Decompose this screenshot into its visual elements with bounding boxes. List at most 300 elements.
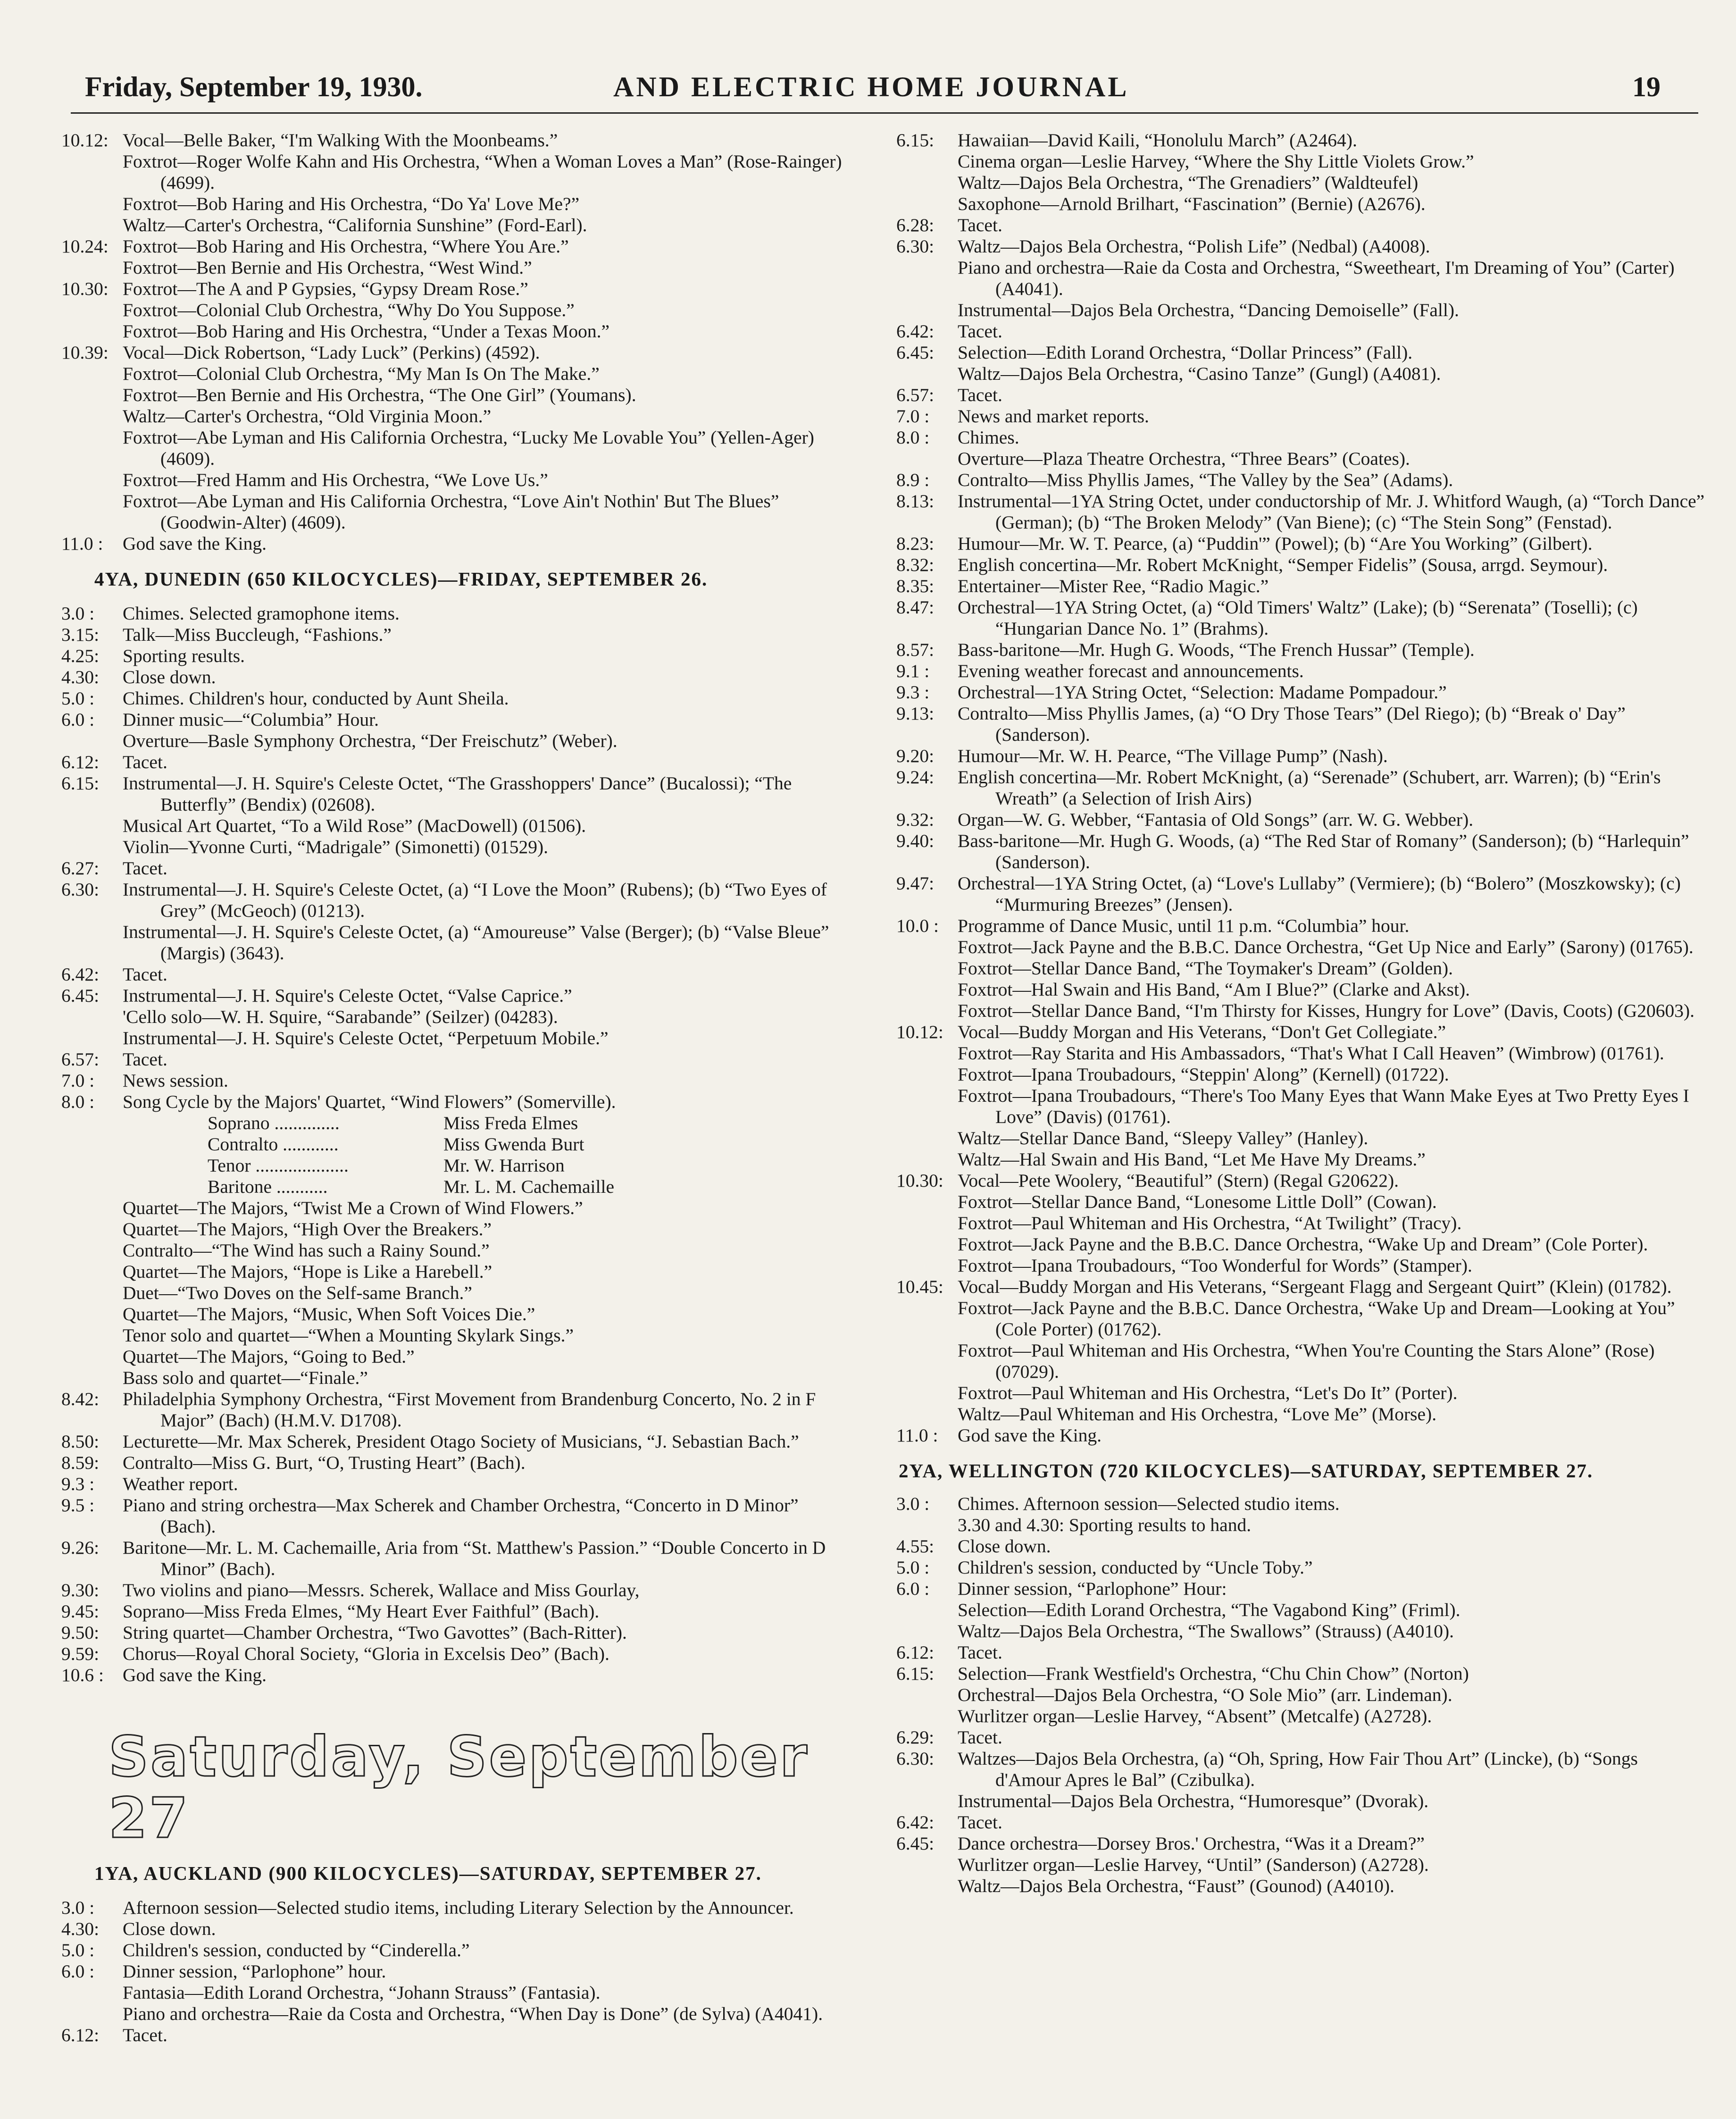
entry-time: 8.13:: [896, 491, 935, 511]
program-entry: [61, 603, 844, 624]
entry-line: Waltz—Paul Whiteman and His Orchestra, “Love Me” (Morse).: [958, 1404, 1437, 1424]
entry-time: 10.39:: [61, 342, 108, 363]
entry-line: Quartet—The Majors, “Hope is Like a Harebell.”: [123, 1261, 492, 1282]
program-entry: [896, 469, 1708, 491]
entry-body: [123, 879, 844, 964]
entry-line: Contralto—Miss Phyllis James, (a) “O Dry Those Tears” (Del Riego); (b) “Break o' Day” (Sanderson).: [958, 703, 1626, 745]
entry-body: [123, 1431, 844, 1452]
entry-line: Tacet.: [123, 2025, 167, 2045]
program-entry: [896, 597, 1708, 639]
entry-body: [123, 1537, 844, 1580]
entry-line: Piano and string orchestra—Max Scherek and Chamber Orchestra, “Concerto in D Minor” (Bach).: [123, 1495, 799, 1537]
station-heading-1ya: 1YA, AUCKLAND (900 KILOCYCLES)—SATURDAY, SEPTEMBER 27.: [94, 1862, 762, 1884]
entry-time: 8.42:: [61, 1389, 100, 1409]
program-entry: [896, 915, 1708, 1022]
entry-line: Tacet.: [958, 321, 1002, 342]
entry-line: Soprano—Miss Freda Elmes, “My Heart Ever Faithful” (Bach).: [123, 1601, 600, 1622]
program-entry: [896, 809, 1708, 830]
entry-body: [958, 130, 1708, 215]
entry-body: [123, 964, 844, 985]
entry-time: 6.29:: [896, 1727, 935, 1748]
program-entry: [61, 1091, 844, 1113]
entry-time: 6.0 :: [61, 709, 95, 730]
program-entry: [896, 342, 1708, 385]
entry-line: Violin—Yvonne Curti, “Madrigale” (Simonetti) (01529).: [123, 837, 549, 857]
entry-time: 9.20:: [896, 745, 935, 766]
entry-time: 6.45:: [896, 342, 935, 363]
entry-line: Waltz—Dajos Bela Orchestra, “Polish Life” (Nedbal) (A4008).: [958, 236, 1430, 257]
entry-line: Piano and orchestra—Raie da Costa and Orchestra, “Sweetheart, I'm Dreaming of You” (Carter) (A4041).: [958, 257, 1675, 299]
program-entry: [61, 1431, 844, 1452]
entry-line: News and market reports.: [958, 406, 1149, 427]
program-entry: [61, 688, 844, 709]
entry-time: 10.30:: [61, 278, 108, 299]
program-entry: [61, 1049, 844, 1070]
cast-row: [208, 1134, 844, 1155]
right-column: [896, 130, 1708, 1897]
entry-line: Quartet—The Majors, “Twist Me a Crown of Wind Flowers.”: [123, 1198, 583, 1218]
entry-time: 6.28:: [896, 215, 935, 235]
cast-role: Contralto ............: [208, 1134, 339, 1155]
program-entry: [61, 667, 844, 688]
program-entry: [896, 1748, 1708, 1812]
entry-time: 6.57:: [61, 1049, 100, 1070]
program-entry: [896, 1170, 1708, 1276]
program-entry: [61, 964, 844, 985]
entry-line: Orchestral—1YA String Octet, “Selection: Madame Pompadour.”: [958, 682, 1447, 703]
entry-line: Vocal—Buddy Morgan and His Veterans, “Don't Get Collegiate.”: [958, 1022, 1446, 1042]
entry-body: [958, 491, 1708, 533]
program-entry: [61, 1622, 844, 1643]
program-entry: [61, 624, 844, 645]
entry-line: Foxtrot—Paul Whiteman and His Orchestra, “Let's Do It” (Porter).: [958, 1382, 1458, 1403]
entry-time: 4.30:: [61, 1918, 100, 1939]
entry-line: Musical Art Quartet, “To a Wild Rose” (MacDowell) (01506).: [123, 815, 586, 836]
entry-body: [123, 1918, 844, 1940]
entry-line: God save the King.: [958, 1425, 1102, 1446]
cast-role: Baritone ...........: [208, 1176, 328, 1197]
program-list: [61, 130, 844, 554]
entry-line: Bass solo and quartet—“Finale.”: [123, 1367, 368, 1388]
entry-line: Orchestral—Dajos Bela Orchestra, “O Sole Mio” (arr. Lindeman).: [958, 1684, 1452, 1705]
entry-time: 8.47:: [896, 597, 935, 618]
entry-line: Foxtrot—Hal Swain and His Band, “Am I Blue?” (Clarke and Akst).: [958, 979, 1470, 1000]
entry-line: Contralto—“The Wind has such a Rainy Sound.”: [123, 1240, 490, 1261]
program-list: [896, 1493, 1708, 1897]
cast-singer: Miss Gwenda Burt: [443, 1134, 584, 1155]
entry-body: [958, 576, 1708, 597]
entry-time: 6.42:: [61, 964, 100, 985]
entry-line: Programme of Dance Music, until 11 p.m. “Columbia” hour.: [958, 915, 1410, 936]
program-entry: [896, 1557, 1708, 1578]
entry-time: 6.12:: [896, 1642, 935, 1663]
entry-time: 7.0 :: [61, 1070, 95, 1091]
entry-body: [123, 1601, 844, 1622]
cast-row: [208, 1155, 844, 1176]
program-entry: [896, 873, 1708, 915]
entry-line: Piano and orchestra—Raie da Costa and Orchestra, “When Day is Done” (de Sylva) (A4041).: [123, 2003, 823, 2024]
cast-singer: Mr. W. Harrison: [443, 1155, 565, 1176]
entry-line: Vocal—Belle Baker, “I'm Walking With the Moonbeams.”: [123, 130, 558, 151]
entry-time: 6.12:: [61, 2025, 100, 2045]
entry-time: 6.0 :: [61, 1961, 95, 1982]
entry-body: [958, 915, 1708, 1022]
entry-time: 6.30:: [896, 1748, 935, 1769]
entry-time: 3.0 :: [61, 1897, 95, 1918]
entry-line: Children's session, conducted by “Uncle Toby.”: [958, 1557, 1313, 1578]
program-entry: [61, 1452, 844, 1474]
entry-line: Entertainer—Mister Ree, “Radio Magic.”: [958, 576, 1269, 596]
entry-line: Waltz—Stellar Dance Band, “Sleepy Valley” (Hanley).: [958, 1128, 1369, 1148]
entry-body: [123, 645, 844, 667]
entry-time: 6.15:: [896, 1663, 935, 1684]
entry-line: Overture—Basle Symphony Orchestra, “Der Freischutz” (Weber).: [123, 730, 618, 751]
entry-time: 6.27:: [61, 858, 100, 879]
entry-time: 9.45:: [61, 1601, 100, 1622]
entry-body: [123, 752, 844, 773]
program-entry: [896, 1022, 1708, 1170]
entry-line: Tacet.: [958, 1727, 1002, 1748]
program-entry: [61, 1918, 844, 1940]
cast-row: [208, 1113, 844, 1134]
program-entry: [61, 236, 844, 278]
entry-line: Foxtrot—Paul Whiteman and His Orchestra, “When You're Counting the Stars Alone” (Rose) (07029).: [958, 1340, 1655, 1382]
program-entry: [896, 1276, 1708, 1425]
cast-singer: Mr. L. M. Cachemaille: [443, 1176, 614, 1197]
entry-line: Foxtrot—Colonial Club Orchestra, “My Man Is On The Make.”: [123, 363, 600, 384]
entry-line: Chorus—Royal Choral Society, “Gloria in Excelsis Deo” (Bach).: [123, 1643, 609, 1664]
entry-line: God save the King.: [123, 533, 267, 554]
program-list: [896, 130, 1708, 1446]
entry-line: Instrumental—J. H. Squire's Celeste Octet, “The Grasshoppers' Dance” (Bucalossi); “The Butterfly” (Bendix) (02608).: [123, 773, 792, 815]
entry-time: 3.0 :: [896, 1493, 930, 1514]
entry-line: Waltz—Hal Swain and His Band, “Let Me Have My Dreams.”: [958, 1149, 1426, 1170]
program-entry: [61, 1601, 844, 1622]
entry-time: 6.15:: [896, 130, 935, 151]
entry-line: Selection—Edith Lorand Orchestra, “Dollar Princess” (Fall).: [958, 342, 1413, 363]
entry-line: Foxtrot—Colonial Club Orchestra, “Why Do You Suppose.”: [123, 300, 575, 320]
entry-body: [123, 624, 844, 645]
program-entry: [896, 682, 1708, 703]
entry-time: 10.45:: [896, 1276, 943, 1297]
program-entry: [61, 1474, 844, 1495]
program-entry: [896, 1578, 1708, 1642]
entry-line: 3.30 and 4.30: Sporting results to hand.: [958, 1515, 1252, 1535]
entry-line: Selection—Edith Lorand Orchestra, “The Vagabond King” (Friml).: [958, 1600, 1461, 1620]
entry-line: Foxtrot—Jack Payne and the B.B.C. Dance Orchestra, “Get Up Nice and Early” (Sarony) (01765).: [958, 937, 1694, 957]
cast-role: Tenor ....................: [208, 1155, 349, 1176]
entry-line: Instrumental—1YA String Octet, under conductorship of Mr. J. Whitford Waugh, (a) “Torch Dance” (German); (b) “The Broken Melody” (Van Biene); (c) “The Stein Song” (Fenstad).: [958, 491, 1705, 533]
entry-body: [958, 406, 1708, 427]
entry-line: Children's session, conducted by “Cinderella.”: [123, 1940, 470, 1960]
entry-line: Dinner music—“Columbia” Hour.: [123, 709, 379, 730]
entry-body: [123, 236, 844, 278]
entry-body: [958, 427, 1708, 469]
entry-body: [958, 1493, 1708, 1515]
cast-role: Soprano ..............: [208, 1113, 340, 1133]
entry-line: Foxtrot—Stellar Dance Band, “Lonesome Little Doll” (Cowan).: [958, 1191, 1437, 1212]
program-entry: [896, 1642, 1708, 1663]
entry-line: Tacet.: [958, 1812, 1002, 1833]
entry-line: Wurlitzer organ—Leslie Harvey, “Absent” (Metcalfe) (A2728).: [958, 1706, 1432, 1726]
program-entry: [896, 1663, 1708, 1727]
entry-time: 9.1 :: [896, 661, 930, 681]
entry-time: 6.42:: [896, 321, 935, 342]
entry-time: 8.0 :: [61, 1091, 95, 1112]
entry-line: Foxtrot—Fred Hamm and His Orchestra, “We Love Us.”: [123, 469, 548, 490]
entry-time: 9.24:: [896, 767, 935, 787]
entry-line: Tacet.: [123, 858, 167, 879]
entry-line: Tacet.: [958, 1642, 1002, 1663]
entry-body: [958, 385, 1708, 406]
entry-time: 8.59:: [61, 1452, 100, 1473]
entry-time: 4.25:: [61, 645, 100, 666]
entry-line: Waltz—Carter's Orchestra, “California Sunshine” (Ford-Earl).: [123, 215, 587, 235]
entry-time: 6.42:: [896, 1812, 935, 1833]
program-entry: [61, 1940, 844, 1961]
entry-body: [958, 1425, 1708, 1446]
entry-line: Philadelphia Symphony Orchestra, “First Movement from Brandenburg Concerto, No. 2 in F Major” (Bach) (H.M.V. D1708).: [123, 1389, 816, 1431]
entry-body: [123, 1897, 844, 1918]
program-entry: [61, 2025, 844, 2046]
entry-line: Contralto—Miss Phyllis James, “The Valley by the Sea” (Adams).: [958, 469, 1453, 490]
entry-line: Chimes.: [958, 427, 1019, 448]
entry-line: Waltz—Dajos Bela Orchestra, “The Swallows” (Strauss) (A4010).: [958, 1621, 1454, 1642]
entry-body: [123, 1474, 844, 1495]
entry-line: Foxtrot—Jack Payne and the B.B.C. Dance Orchestra, “Wake Up and Dream” (Cole Porter).: [958, 1234, 1648, 1255]
program-entry: [896, 215, 1708, 236]
entry-line: Waltz—Carter's Orchestra, “Old Virginia Moon.”: [123, 406, 492, 427]
entry-line: Duet—“Two Doves on the Self-same Branch.”: [123, 1282, 472, 1303]
entry-body: [958, 873, 1708, 915]
entry-time: 5.0 :: [896, 1557, 930, 1578]
page-number: 19: [1632, 71, 1661, 102]
entry-line: Instrumental—J. H. Squire's Celeste Octet, “Perpetuum Mobile.”: [123, 1028, 609, 1048]
entry-body: [958, 682, 1708, 703]
program-entry: [61, 858, 844, 879]
entry-time: 10.0 :: [896, 915, 939, 936]
entry-body: [958, 1170, 1708, 1276]
entry-line: Instrumental—Dajos Bela Orchestra, “Humoresque” (Dvorak).: [958, 1791, 1429, 1811]
entry-time: 9.47:: [896, 873, 935, 894]
entry-time: 3.0 :: [61, 603, 95, 624]
entry-time: 9.30:: [61, 1580, 100, 1600]
program-entry: [61, 1495, 844, 1537]
entry-time: 9.3 :: [896, 682, 930, 703]
entry-body: [958, 321, 1708, 342]
entry-line: Wurlitzer organ—Leslie Harvey, “Until” (Sanderson) (A2728).: [958, 1854, 1429, 1875]
entry-time: 8.9 :: [896, 469, 930, 490]
entry-line: Foxtrot—Stellar Dance Band, “The Toymaker's Dream” (Golden).: [958, 958, 1453, 979]
entry-time: 4.30:: [61, 667, 100, 687]
program-entry: [896, 321, 1708, 342]
entry-line: God save the King.: [123, 1665, 267, 1685]
entry-line: Tenor solo and quartet—“When a Mounting Skylark Sings.”: [123, 1325, 574, 1346]
entry-line: Waltzes—Dajos Bela Orchestra, (a) “Oh, Spring, How Fair Thou Art” (Lincke), (b) “Songs d'Amour Apres le Bal” (Czibulka).: [958, 1748, 1638, 1790]
entry-line: Foxtrot—Ipana Troubadours, “Too Wonderful for Words” (Stamper).: [958, 1255, 1472, 1276]
program-list: [61, 603, 844, 1113]
entry-line: Waltz—Dajos Bela Orchestra, “Faust” (Gounod) (A4010).: [958, 1876, 1394, 1896]
entry-time: 6.45:: [896, 1833, 935, 1854]
entry-time: 10.12:: [61, 130, 108, 151]
entry-line: Foxtrot—Roger Wolfe Kahn and His Orchestra, “When a Woman Loves a Man” (Rose-Rainger) (4699).: [123, 151, 842, 193]
entry-body: [958, 809, 1708, 830]
entry-time: 9.3 :: [61, 1474, 95, 1494]
program-entry: [61, 1665, 844, 1686]
entry-line: Vocal—Buddy Morgan and His Veterans, “Sergeant Flagg and Sergeant Quirt” (Klein) (01782).: [958, 1276, 1672, 1297]
program-entry: [896, 236, 1708, 321]
entry-body: [123, 1940, 844, 1961]
entry-line: News session.: [123, 1070, 228, 1091]
program-entry: [896, 1425, 1708, 1446]
entry-body: [958, 597, 1708, 639]
program-entry: [896, 1833, 1708, 1897]
entry-line: Tacet.: [123, 1049, 167, 1070]
program-entry: [896, 406, 1708, 427]
program-list: [61, 1897, 844, 2046]
entry-body: [123, 1452, 844, 1474]
entry-line: Weather report.: [123, 1474, 238, 1494]
entry-line: English concertina—Mr. Robert McKnight, “Semper Fidelis” (Sousa, arrgd. Seymour).: [958, 554, 1608, 575]
program-entry: [61, 752, 844, 773]
entry-body: [958, 1727, 1708, 1748]
entry-line: Foxtrot—The A and P Gypsies, “Gypsy Dream Rose.”: [123, 278, 528, 299]
entry-line: Afternoon session—Selected studio items, including Literary Selection by the Announcer.: [123, 1897, 794, 1918]
program-list: [61, 1198, 844, 1686]
entry-time: 9.40:: [896, 830, 935, 851]
program-entry: [896, 830, 1708, 873]
program-entry: [896, 639, 1708, 661]
entry-line: Saxophone—Arnold Brilhart, “Fascination” (Bernie) (A2676).: [958, 193, 1426, 214]
entry-time: 8.50:: [61, 1431, 100, 1452]
entry-body: [123, 709, 844, 752]
entry-body: [958, 1022, 1708, 1170]
entry-time: 5.0 :: [61, 688, 95, 709]
entry-line: Evening weather forecast and announcements.: [958, 661, 1304, 681]
program-entry: [61, 1198, 844, 1389]
entry-line: Humour—Mr. W. T. Pearce, (a) “Puddin'” (Powel); (b) “Are You Working” (Gilbert).: [958, 533, 1593, 554]
program-entry: [61, 985, 844, 1049]
program-entry: [61, 1897, 844, 1918]
entry-body: [958, 1276, 1708, 1425]
entry-line: English concertina—Mr. Robert McKnight, (a) “Serenade” (Schubert, arr. Warren); (b) “Erin's Wreath” (a Selection of Irish Airs): [958, 767, 1661, 809]
entry-line: Vocal—Pete Woolery, “Beautiful” (Stern) (Regal G20622).: [958, 1170, 1399, 1191]
entry-body: [123, 1198, 844, 1389]
entry-line: Foxtrot—Abe Lyman and His California Orchestra, “Lucky Me Lovable You” (Yellen-Ager) (4609).: [123, 427, 814, 469]
entry-body: [123, 1622, 844, 1643]
program-entry: [61, 645, 844, 667]
entry-time: 9.13:: [896, 703, 935, 724]
entry-body: [123, 1961, 844, 2025]
entry-time: 9.26:: [61, 1537, 100, 1558]
cast-list: [208, 1113, 844, 1198]
entry-line: Dinner session, “Parlophone” hour.: [123, 1961, 386, 1982]
entry-line: Tacet.: [958, 385, 1002, 405]
program-entry: [61, 879, 844, 964]
entry-body: [123, 1495, 844, 1537]
entry-line: Dinner session, “Parlophone” Hour:: [958, 1578, 1227, 1599]
entry-line: Instrumental—Dajos Bela Orchestra, “Dancing Demoiselle” (Fall).: [958, 300, 1459, 320]
entry-line: Tacet.: [123, 752, 167, 772]
program-entry: [61, 1070, 844, 1091]
entry-line: Selection—Frank Westfield's Orchestra, “Chu Chin Chow” (Norton): [958, 1663, 1469, 1684]
entry-line: Vocal—Dick Robertson, “Lady Luck” (Perkins) (4592).: [123, 342, 540, 363]
program-entry: [896, 576, 1708, 597]
entry-line: Quartet—The Majors, “Going to Bed.”: [123, 1346, 415, 1367]
entry-line: Chimes. Selected gramophone items.: [123, 603, 400, 624]
entry-line: Foxtrot—Jack Payne and the B.B.C. Dance Orchestra, “Wake Up and Dream—Looking at You” (Cole Porter) (01762).: [958, 1298, 1675, 1340]
entry-time: 10.30:: [896, 1170, 943, 1191]
program-entry: [896, 491, 1708, 533]
entry-line: Humour—Mr. W. H. Pearce, “The Village Pump” (Nash).: [958, 745, 1388, 766]
program-entry: [61, 1580, 844, 1601]
entry-body: [958, 215, 1708, 236]
entry-time: 10.6 :: [61, 1665, 104, 1685]
entry-line: String quartet—Chamber Orchestra, “Two Gavottes” (Bach-Ritter).: [123, 1622, 627, 1643]
program-entry: [896, 533, 1708, 554]
entry-line: Chimes. Afternoon session—Selected studio items.: [958, 1493, 1340, 1514]
program-entry: [61, 1643, 844, 1665]
entry-body: [123, 1665, 844, 1686]
entry-line: Tacet.: [123, 964, 167, 985]
entry-line: Close down.: [958, 1536, 1051, 1557]
entry-body: [958, 469, 1708, 491]
entry-time: 10.24:: [61, 236, 108, 257]
entry-body: [123, 688, 844, 709]
entry-body: [958, 745, 1708, 767]
entry-body: [123, 1070, 844, 1091]
entry-line: Foxtrot—Ipana Troubadours, “Steppin' Along” (Kernell) (01722).: [958, 1064, 1449, 1085]
entry-line: Contralto—Miss G. Burt, “O, Trusting Heart” (Bach).: [123, 1452, 526, 1473]
entry-time: 6.12:: [61, 752, 100, 772]
program-entry: [896, 1727, 1708, 1748]
entry-line: Sporting results.: [123, 645, 245, 666]
entry-line: Bass-baritone—Mr. Hugh G. Woods, (a) “The Red Star of Romany” (Sanderson); (b) “Harlequin” (Sanderson).: [958, 830, 1689, 872]
program-entry: [896, 554, 1708, 576]
entry-line: Organ—W. G. Webber, “Fantasia of Old Songs” (arr. W. G. Webber).: [958, 809, 1474, 830]
entry-line: Close down.: [123, 1918, 216, 1939]
entry-line: Quartet—The Majors, “Music, When Soft Voices Die.”: [123, 1304, 535, 1324]
entry-body: [123, 667, 844, 688]
entry-line: Instrumental—J. H. Squire's Celeste Octet, (a) “I Love the Moon” (Rubens); (b) “Two Eyes of Grey” (McGeoch) (01213).: [123, 879, 827, 921]
entry-line: Foxtrot—Stellar Dance Band, “I'm Thirsty for Kisses, Hungry for Love” (Davis, Coots) (G20603).: [958, 1000, 1694, 1021]
program-entry: [61, 773, 844, 858]
entry-line: Foxtrot—Ray Starita and His Ambassadors, “That's What I Call Heaven” (Wimbrow) (01761).: [958, 1043, 1664, 1064]
program-entry: [61, 278, 844, 342]
entry-body: [123, 2025, 844, 2046]
program-entry: [61, 1389, 844, 1431]
entry-line: Foxtrot—Ben Bernie and His Orchestra, “The One Girl” (Youmans).: [123, 385, 636, 405]
entry-time: 5.0 :: [61, 1940, 95, 1960]
program-entry: [61, 533, 844, 554]
entry-time: 6.15:: [61, 773, 100, 794]
program-entry: [896, 1812, 1708, 1833]
entry-time: 10.12:: [896, 1022, 943, 1042]
entry-body: [123, 278, 844, 342]
entry-line: Instrumental—J. H. Squire's Celeste Octet, (a) “Amoureuse” Valse (Berger); (b) “Valse Bleue” (Margis) (3643).: [123, 921, 829, 963]
entry-time: 8.57:: [896, 639, 935, 660]
entry-body: [123, 985, 844, 1049]
entry-line: Tacet.: [958, 215, 1002, 235]
entry-time: 3.15:: [61, 624, 100, 645]
entry-line: 'Cello solo—W. H. Squire, “Sarabande” (Seilzer) (04283).: [123, 1006, 558, 1027]
entry-body: [958, 639, 1708, 661]
entry-line: Foxtrot—Paul Whiteman and His Orchestra, “At Twilight” (Tracy).: [958, 1213, 1462, 1233]
issue-date: Friday, September 19, 1930.: [85, 71, 423, 102]
entry-time: 8.23:: [896, 533, 935, 554]
entry-line: Foxtrot—Bob Haring and His Orchestra, “Under a Texas Moon.”: [123, 321, 610, 342]
entry-line: Song Cycle by the Majors' Quartet, “Wind Flowers” (Somerville).: [123, 1091, 616, 1112]
